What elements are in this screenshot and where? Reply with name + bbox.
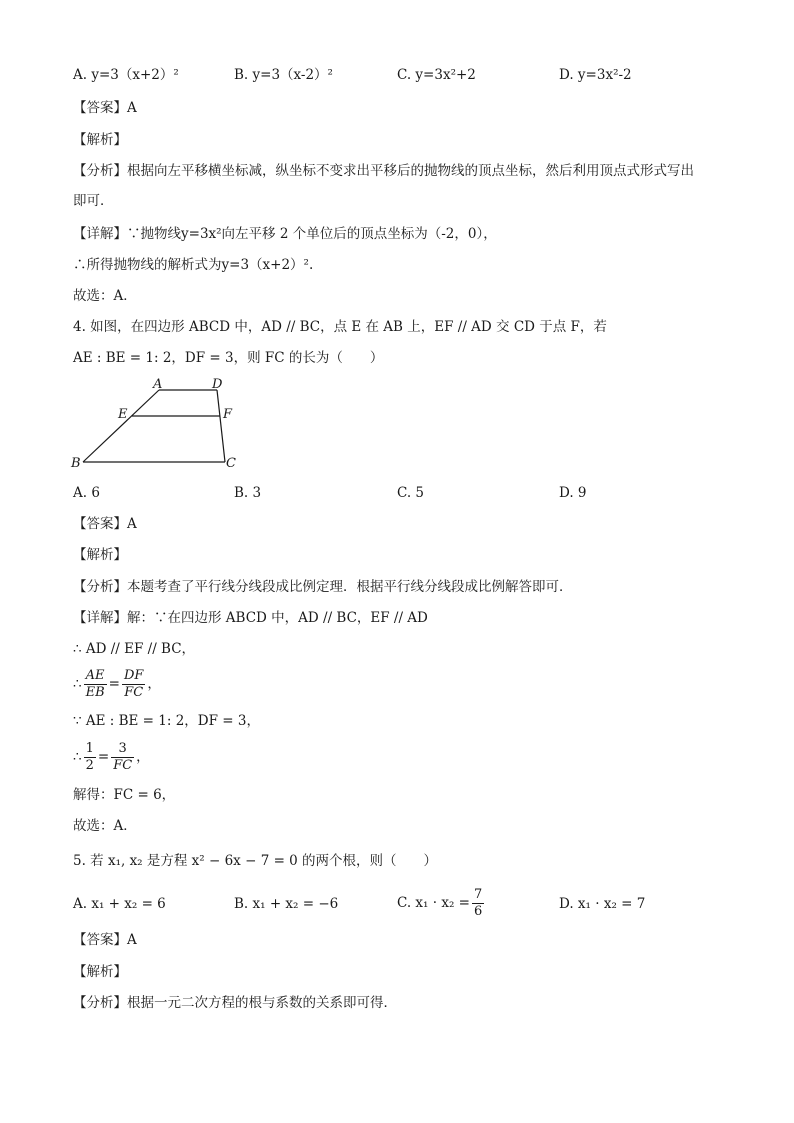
label-f: F <box>223 407 233 422</box>
q3-option-b: B. y=3（x-2）² <box>234 67 333 83</box>
segment-dc <box>217 390 225 462</box>
fraction-1-2: $\frac{1}{2}$ <box>85 741 94 773</box>
q4-option-d: D. 9 <box>559 485 587 501</box>
q4-fenxi: 【分析】本题考查了平行线分线段成比例定理．根据平行线分线段成比例解答即可． <box>73 579 573 595</box>
q3-option-a: A. y=3（x+2）² <box>73 67 179 83</box>
fraction-3-fc: $\frac{3}{FC}$ <box>113 741 133 773</box>
q4-stem-line2: AE : BE = 1: 2，DF = 3，则 FC 的长为（ ） <box>73 350 384 366</box>
q4-step1: ∴ AD // EF // BC， <box>73 641 196 657</box>
q3-option-c: C. y=3x²+2 <box>397 67 476 83</box>
q4-choice: 故选：A． <box>73 818 137 834</box>
label-a: A <box>153 377 163 392</box>
q4-step3: ∵ AE : BE = 1: 2，DF = 3， <box>73 713 260 729</box>
q5-stem: 5. 若 x₁, x₂ 是方程 x² − 6x − 7 = 0 的两个根，则（ ） <box>73 853 438 869</box>
q4-trapezoid-figure <box>66 373 246 473</box>
q4-step5: 解得：FC = 6， <box>73 787 176 803</box>
fraction-7-6: $\frac{7}{6}$ <box>473 887 483 919</box>
q5-jiexi-heading: 【解析】 <box>73 964 127 980</box>
q3-fenxi-line2: 即可． <box>73 193 114 209</box>
fraction-ae-eb: $\frac{AE}{EB}$ <box>85 668 105 700</box>
q3-fenxi-line1: 【分析】根据向左平移横坐标减，纵坐标不变求出平移后的抛物线的顶点坐标，然后利用顶点式形式写出 <box>73 163 694 179</box>
q5-option-a: A. x₁ + x₂ = 6 <box>73 896 166 912</box>
q4-xiangjie: 【详解】解：∵在四边形 ABCD 中，AD // BC，EF // AD <box>73 610 428 626</box>
q5-fenxi: 【分析】根据一元二次方程的根与系数的关系即可得． <box>73 995 397 1011</box>
q4-option-c: C. 5 <box>397 485 425 501</box>
label-c: C <box>226 456 236 471</box>
q3-result: ∴所得抛物线的解析式为y=3（x+2）². <box>73 257 314 273</box>
q3-option-d: D. y=3x²-2 <box>559 67 632 83</box>
q3-jiexi-heading: 【解析】 <box>73 132 127 148</box>
q5-option-d: D. x₁ · x₂ = 7 <box>559 896 646 912</box>
q5-option-c: C. x₁ · x₂ = $\frac{7}{6}$ <box>397 887 483 919</box>
therefore-symbol: ∴ <box>73 676 82 692</box>
q4-stem-line1: 4. 如图，在四边形 ABCD 中，AD // BC，点 E 在 AB 上，EF // AD 交 CD 于点 F，若 <box>73 319 607 335</box>
q4-option-a: A. 6 <box>73 485 100 501</box>
therefore-symbol: ∴ <box>73 749 82 765</box>
label-e: E <box>118 407 128 422</box>
q4-answer: 【答案】A <box>73 516 137 532</box>
label-b: B <box>71 456 81 471</box>
q4-step4-proportion: ∴ $\frac{1}{2}$ = $\frac{3}{FC}$ ， <box>73 741 150 773</box>
fraction-df-fc: $\frac{DF}{FC}$ <box>123 668 144 700</box>
q3-xiangjie: 【详解】∵抛物线y=3x²向左平移 2 个单位后的顶点坐标为（-2，0）， <box>73 226 497 242</box>
q3-answer: 【答案】A <box>73 100 137 116</box>
segment-ab <box>83 390 159 462</box>
q3-choice: 故选：A． <box>73 288 137 304</box>
q5-option-b: B. x₁ + x₂ = −6 <box>234 896 339 912</box>
q4-option-b: B. 3 <box>234 485 262 501</box>
q4-jiexi-heading: 【解析】 <box>73 547 127 563</box>
q5-answer: 【答案】A <box>73 932 137 948</box>
label-d: D <box>212 377 223 392</box>
q4-step2-proportion: ∴ $\frac{AE}{EB}$ = $\frac{DF}{FC}$ ， <box>73 668 161 700</box>
